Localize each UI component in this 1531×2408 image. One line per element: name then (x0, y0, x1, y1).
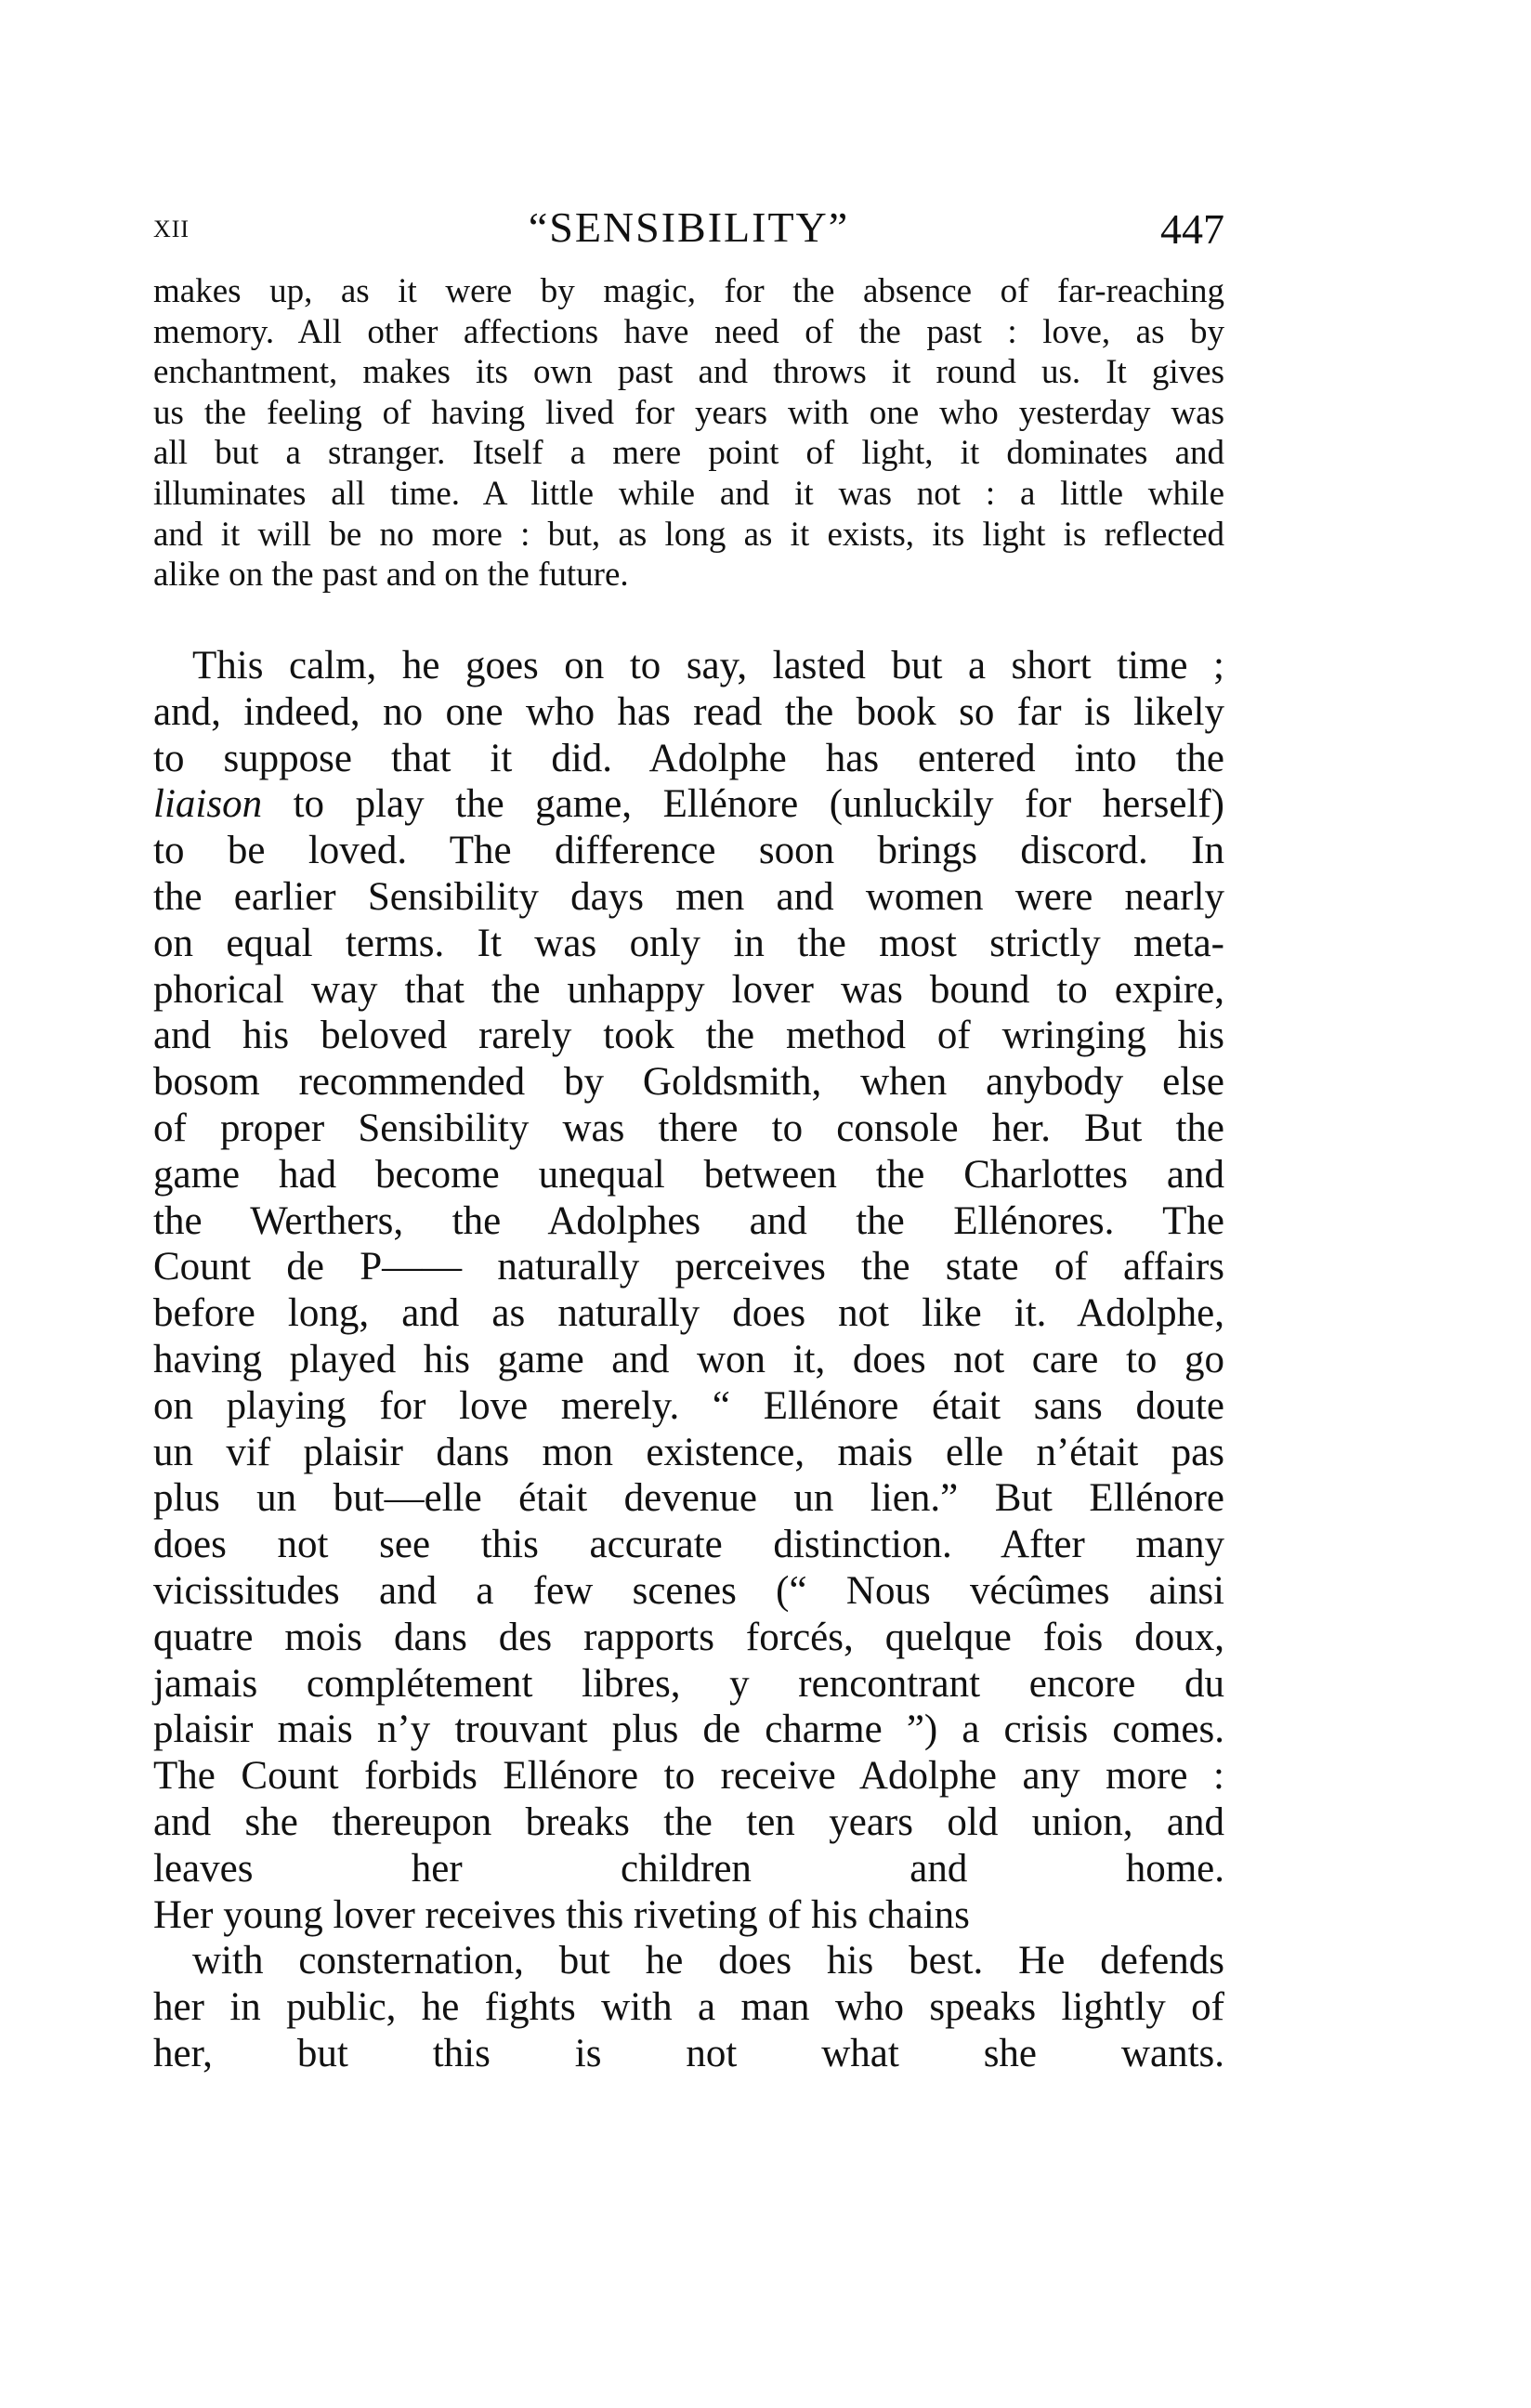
text-line: to be loved. The difference soon brings discord. In (153, 829, 1224, 873)
text-line: and she thereupon breaks the ten years old union, and (153, 1799, 1224, 1844)
italic-word: liaison (153, 782, 263, 827)
text-line: the Werthers, the Adolphes and the Ellénores. The (153, 1198, 1224, 1243)
running-header (153, 203, 1224, 258)
text-line: vicissitudes and a few scenes (“ Nous vécûmes ainsi (153, 1568, 1224, 1613)
running-title: “SENSIBILITY” (528, 203, 850, 251)
page-number: 447 (1160, 205, 1224, 253)
text-line: and, indeed, no one who has read the book so far is likely (153, 689, 1224, 734)
text-line (153, 781, 1224, 828)
text-line: plus un but—elle était devenue un lien.” But Ellénore (153, 1476, 1224, 1521)
text-line: on playing for love merely. “ Ellénore était sans doute (153, 1383, 1224, 1428)
text-line: us the feeling of having lived for years with one who yesterday was (153, 393, 1224, 432)
chapter-number: XII (153, 216, 190, 242)
text-line: and his beloved rarely took the method of wringing his (153, 1014, 1224, 1058)
text-line: jamais complétement libres, y rencontrant encore du (153, 1661, 1224, 1706)
text-line: game had become unequal between the Charlottes and (153, 1152, 1224, 1197)
text-line: before long, and as naturally does not like it. Adolphe, (153, 1291, 1224, 1336)
text-line: makes up, as it were by magic, for the absence of far-reaching (153, 272, 1224, 310)
text-line: illuminates all time. A little while and it was not : a little while (153, 474, 1224, 513)
text-line: alike on the past and on the future. (153, 556, 629, 595)
text-line: The Count forbids Ellénore to receive Adolphe any more : (153, 1754, 1224, 1799)
text-line: bosom recommended by Goldsmith, when anybody else (153, 1060, 1224, 1105)
text-line: phorical way that the unhappy lover was bound to expire, (153, 967, 1224, 1012)
text-line: does not see this accurate distinction. After many (153, 1523, 1224, 1567)
text-line: of proper Sensibility was there to console her. But the (153, 1106, 1224, 1150)
text-line: Count de P—— naturally perceives the state of affairs (153, 1245, 1224, 1289)
text-line: her, but this is not what she wants. (153, 2031, 1224, 2075)
text-fragment: to play the game, Ellénore (unluckily for herself) (262, 782, 1224, 827)
text-line: quatre mois dans des rapports forcés, quelque fois doux, (153, 1615, 1224, 1659)
paragraph-start-line: with consternation, but he does his best. He defends (192, 1939, 1224, 1983)
text-line: the earlier Sensibility days men and women were nearly (153, 874, 1224, 919)
text-line: un vif plaisir dans mon existence, mais elle n’était pas (153, 1430, 1224, 1474)
text-line: having played his game and won it, does not care to go (153, 1337, 1224, 1381)
text-line: memory. All other affections have need of the past : love, as by (153, 312, 1224, 351)
text-line: all but a stranger. Itself a mere point of light, it dominates and (153, 434, 1224, 473)
text-line: on equal terms. It was only in the most strictly meta- (153, 921, 1224, 965)
text-line: enchantment, makes its own past and throws it round us. It gives (153, 353, 1224, 392)
block-quote (153, 271, 1224, 595)
paragraph-start-line: This calm, he goes on to say, lasted but a short time ; (192, 644, 1224, 687)
text-line: Her young lover receives this riveting of his chains (153, 1892, 970, 1937)
text-line: plaisir mais n’y trouvant plus de charme ”) a crisis comes. (153, 1708, 1224, 1752)
text-line: and it will be no more : but, as long as it exists, its light is reflected (153, 515, 1224, 554)
text-line: to suppose that it did. Adolphe has entered into the (153, 736, 1224, 780)
body-text (153, 643, 1224, 2077)
text-line: leaves her children and home. (153, 1846, 1224, 1891)
text-line: her in public, he fights with a man who speaks lightly of (153, 1985, 1224, 2030)
